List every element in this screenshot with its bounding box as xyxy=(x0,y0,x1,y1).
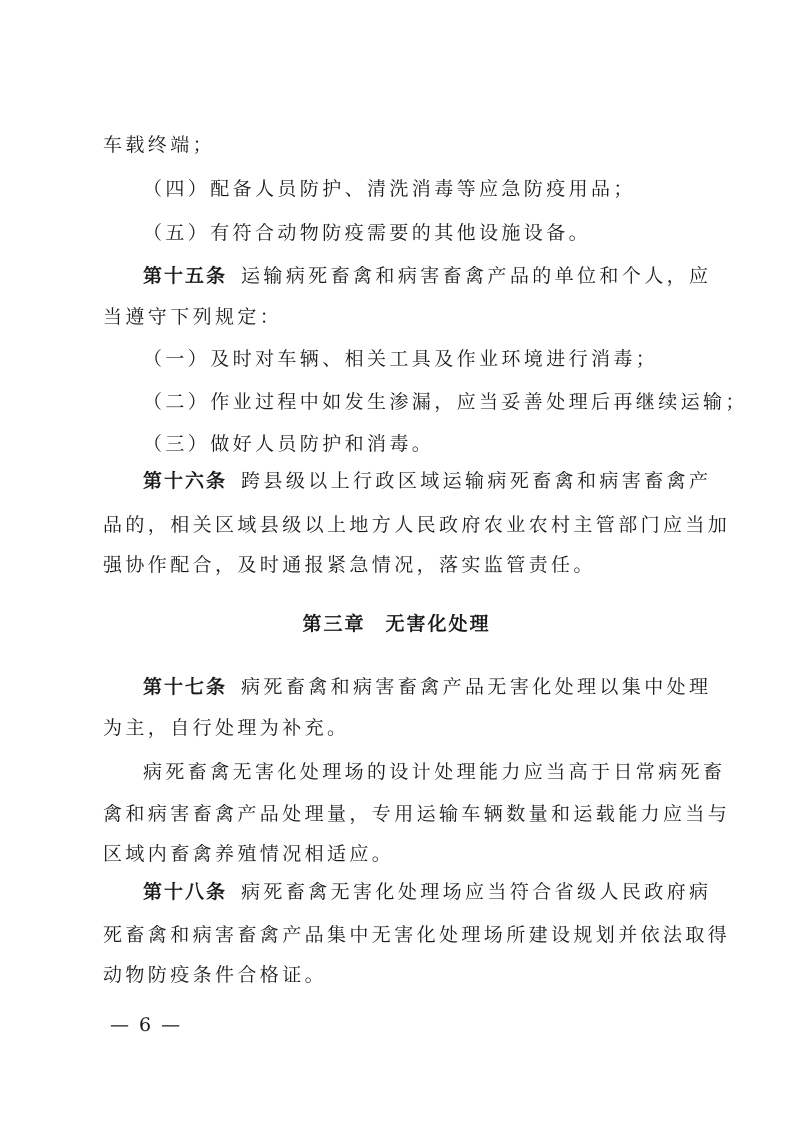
paragraph-line: 动物防疫条件合格证。 xyxy=(103,964,328,986)
paragraph-line: 车载终端； xyxy=(103,134,216,156)
paragraph-line: 死畜禽和病害畜禽产品集中无害化处理场所建设规划并依法取得 xyxy=(103,924,731,946)
article-15-line: 第十五条 运输病死畜禽和病害畜禽产品的单位和个人，应 xyxy=(143,265,712,287)
article-label: 第十七条 xyxy=(143,676,228,698)
paragraph-line: （五）有符合动物防疫需要的其他设施设备。 xyxy=(143,222,592,244)
paragraph-line: 当遵守下列规定： xyxy=(103,306,283,328)
paragraph-line: （一）及时对车辆、相关工具及作业环境进行消毒； xyxy=(143,348,659,370)
article-18-line: 第十八条 病死畜禽无害化处理场应当符合省级人民政府病 xyxy=(143,881,712,903)
paragraph-line: 强协作配合，及时通报紧急情况，落实监管责任。 xyxy=(103,554,596,576)
paragraph-line: 为主，自行处理为补充。 xyxy=(103,717,350,739)
chapter-heading: 第三章 无害化处理 xyxy=(302,613,491,635)
article-17-line: 第十七条 病死畜禽和病害畜禽产品无害化处理以集中处理 xyxy=(143,676,712,698)
paragraph-line: （四）配备人员防护、清洗消毒等应急防疫用品； xyxy=(143,178,636,200)
paragraph-line: （三）做好人员防护和消毒。 xyxy=(143,433,435,455)
paragraph-line: （二）作业过程中如发生渗漏，应当妥善处理后再继续运输； xyxy=(143,391,748,413)
article-16-line: 第十六条 跨县级以上行政区域运输病死畜禽和病害畜禽产 xyxy=(143,470,712,492)
article-label: 第十五条 xyxy=(143,265,228,287)
article-label: 第十八条 xyxy=(143,881,228,903)
page-number: — 6 — xyxy=(110,1014,183,1036)
paragraph-line: 病死畜禽无害化处理场的设计处理能力应当高于日常病死畜 xyxy=(143,761,726,783)
paragraph-line: 区域内畜禽养殖情况相适应。 xyxy=(103,843,395,865)
paragraph-line: 品的，相关区域县级以上地方人民政府农业农村主管部门应当加 xyxy=(103,514,731,536)
article-label: 第十六条 xyxy=(143,470,228,492)
paragraph-line: 禽和病害畜禽产品处理量，专用运输车辆数量和运载能力应当与 xyxy=(103,803,731,825)
